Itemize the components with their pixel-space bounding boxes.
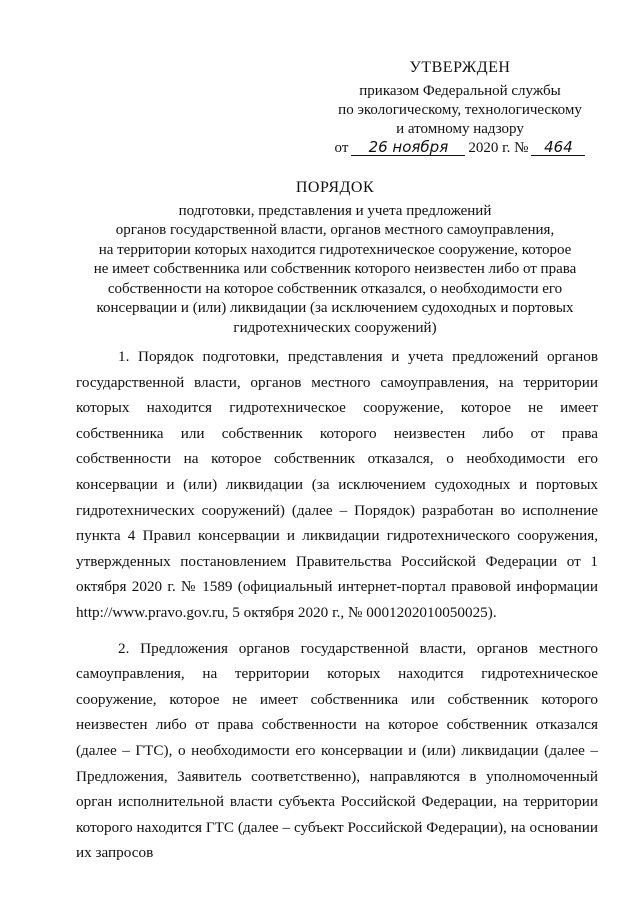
date-prefix: от [334,140,349,156]
approval-block [300,58,620,158]
paragraph-1: 1. Порядок подготовки, представления и учета предложений органов государственной власти, органов местного самоуправления, на территории которых находится гидротехническое сооружение, которое не имеет собственника или собственник которого неизвестен либо от права собственности на которое собственник отказался, о необходимости его консервации и (или) ликвидации (за исключением судоходных и портовых гидротехнических сооружений) (далее – Порядок) разработан во исполнение пункта 4 Правил консервации и ликвидации гидротехнического сооружения, утвержденных постановлением Правительства Российской Федерации от 1 октября 2020 г. № 1589 (официальный интернет-портал правовой информации http://www.pravo.gov.ru, 5 октября 2020 г., № 0001202010050025). [76,348,598,621]
document-heading [70,178,600,338]
approval-line-2: по экологическому, технологическому [338,102,582,118]
heading-line: гидротехнических сооружений) [233,319,437,336]
paragraph-2: 2. Предложения органов государственной власти, органов местного самоуправления, на территории которых находится гидротехническое сооружение, которое не имеет собственника или собственник которого неизвестен либо от права собственности на которое собственник отказался (далее – ГТС), о необходимости его консервации и (или) ликвидации (далее – Предложения, Заявитель соответственно), направляются в уполномоченный орган исполнительной власти субъекта Российской Федерации, на территории которого находится ГТС (далее – субъект Российской Федерации), на основании их запросов [76,639,598,862]
handwritten-date: 26 ноября [351,139,465,156]
heading-line: собственности на которое собственник отказался, о необходимости его [107,280,563,297]
handwritten-order-number: 464 [531,139,585,156]
heading-line: консервации и (или) ликвидации (за исключением судоходных и портовых [96,300,574,316]
approval-title: УТВЕРЖДЕН [409,59,511,76]
approval-line-1: приказом Федеральной службы [359,83,561,99]
heading-line: подготовки, представления и учета предложений [178,202,492,219]
heading-line: органов государственной власти, органов местного самоуправления, [115,222,555,238]
heading-line: на территории которых находится гидротехническое сооружение, которое [98,241,572,258]
approval-line-3: и атомному надзору [396,121,524,137]
document-body [76,344,598,876]
approval-date-line [300,139,620,158]
heading-line: не имеет собственника или собственник которого неизвестен либо от права [93,261,577,277]
approval-year: 2020 г. № [468,140,529,156]
document-title: ПОРЯДОК [295,179,375,196]
